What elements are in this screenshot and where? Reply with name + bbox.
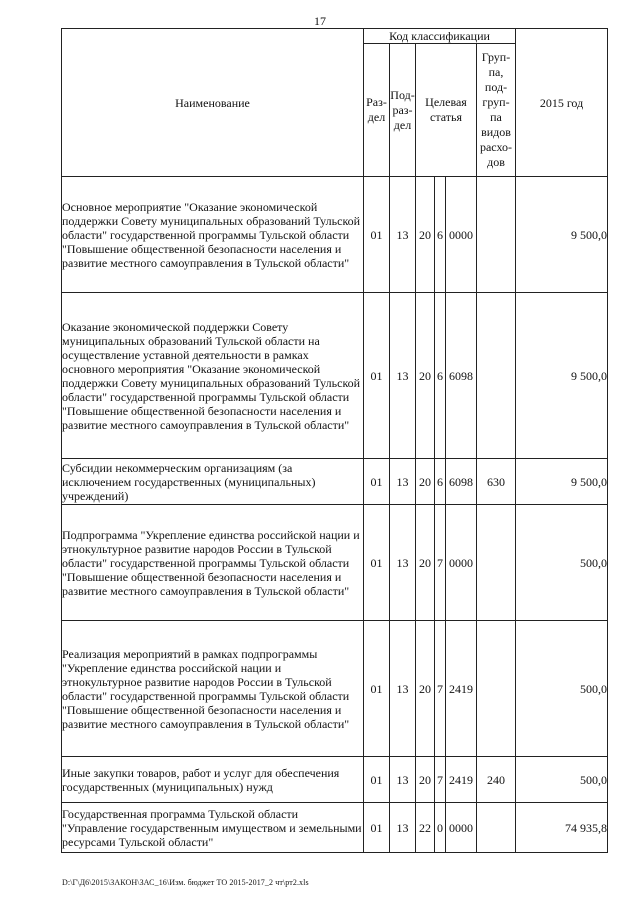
budget-table	[61, 28, 608, 853]
row-expense-group	[477, 803, 516, 853]
row-name: Оказание экономической поддержки Совету муниципальных образований Тульской области на осуществление уставной деятельности в рамках основного мероприятия "Оказание экономической поддержки Совету муниципальных образований Тульской области" государственной программы Тульской области "Повышение общественной безопасности населения и развитие местного самоуправления в Тульской области"	[62, 293, 364, 459]
row-program: 20	[416, 293, 435, 459]
table-row	[62, 177, 608, 293]
row-expense-group	[477, 293, 516, 459]
header-year: 2015 год	[516, 29, 608, 177]
row-subsection: 13	[390, 803, 416, 853]
row-program: 20	[416, 459, 435, 505]
row-name: Иные закупки товаров, работ и услуг для обеспечения государственных (муниципальных) нужд	[62, 757, 364, 803]
row-expense-group	[477, 177, 516, 293]
row-subprogram: 7	[435, 621, 446, 757]
row-subsection: 13	[390, 177, 416, 293]
row-subsection: 13	[390, 621, 416, 757]
row-program: 20	[416, 505, 435, 621]
page-number: 17	[314, 14, 326, 28]
row-name: Субсидии некоммерческим организациям (за исключением государственных (муниципальных) учреждений)	[62, 459, 364, 505]
table-row	[62, 293, 608, 459]
row-amount: 9 500,0	[516, 293, 608, 459]
row-amount: 9 500,0	[516, 459, 608, 505]
row-item: 6098	[446, 293, 477, 459]
row-name: Государственная программа Тульской области "Управление государственным имуществом и земельными ресурсами Тульской области"	[62, 803, 364, 853]
table-row	[62, 505, 608, 621]
table-row	[62, 621, 608, 757]
footer-file-path: D:\Г\Д6\2015\ЗАКОН\ЗАС_16\Изм. бюджет ТО 2015-2017_2 чт\рт2.xls	[62, 878, 309, 887]
row-subprogram: 0	[435, 803, 446, 853]
row-subprogram: 6	[435, 177, 446, 293]
row-item: 6098	[446, 459, 477, 505]
row-item: 2419	[446, 757, 477, 803]
row-expense-group: 240	[477, 757, 516, 803]
row-subsection: 13	[390, 505, 416, 621]
row-name: Подпрограмма "Укрепление единства российской нации и этнокультурное развитие народов России в Тульской области" государственной программы Тульской области "Повышение общественной безопасности населения и развитие местного самоуправления в Тульской области"	[62, 505, 364, 621]
row-subprogram: 7	[435, 505, 446, 621]
row-program: 20	[416, 621, 435, 757]
row-expense-group: 630	[477, 459, 516, 505]
header-classification-code: Код классификации	[364, 29, 516, 44]
row-subsection: 13	[390, 459, 416, 505]
row-section: 01	[364, 803, 390, 853]
row-item: 0000	[446, 803, 477, 853]
row-section: 01	[364, 757, 390, 803]
header-expense-group: Груп- па, под- груп- па видов расхо- дов	[477, 44, 516, 177]
row-amount: 500,0	[516, 757, 608, 803]
row-program: 20	[416, 177, 435, 293]
row-amount: 500,0	[516, 621, 608, 757]
row-amount: 9 500,0	[516, 177, 608, 293]
table-row	[62, 459, 608, 505]
row-expense-group	[477, 621, 516, 757]
row-program: 20	[416, 757, 435, 803]
header-subsection: Под- раз- дел	[390, 44, 416, 177]
row-name: Основное мероприятие "Оказание экономической поддержки Совету муниципальных образований Тульской области" государственной программы Тульской области "Повышение общественной безопасности населения и развитие местного самоуправления в Тульской области"	[62, 177, 364, 293]
row-section: 01	[364, 459, 390, 505]
row-item: 0000	[446, 177, 477, 293]
header-name: Наименование	[62, 29, 364, 177]
row-subsection: 13	[390, 293, 416, 459]
row-subprogram: 6	[435, 293, 446, 459]
row-amount: 500,0	[516, 505, 608, 621]
table-row	[62, 803, 608, 853]
row-section: 01	[364, 621, 390, 757]
row-item: 2419	[446, 621, 477, 757]
row-expense-group	[477, 505, 516, 621]
row-section: 01	[364, 293, 390, 459]
row-name: Реализация мероприятий в рамках подпрограммы "Укрепление единства российской нации и этнокультурное развитие народов России в Тульской области" государственной программы Тульской области "Повышение общественной безопасности населения и развитие местного самоуправления в Тульской области"	[62, 621, 364, 757]
row-section: 01	[364, 177, 390, 293]
header-section: Раз- дел	[364, 44, 390, 177]
row-subprogram: 7	[435, 757, 446, 803]
table-row	[62, 757, 608, 803]
row-amount: 74 935,8	[516, 803, 608, 853]
row-program: 22	[416, 803, 435, 853]
row-item: 0000	[446, 505, 477, 621]
row-subsection: 13	[390, 757, 416, 803]
row-subprogram: 6	[435, 459, 446, 505]
row-section: 01	[364, 505, 390, 621]
header-target-article: Целевая статья	[416, 44, 477, 177]
